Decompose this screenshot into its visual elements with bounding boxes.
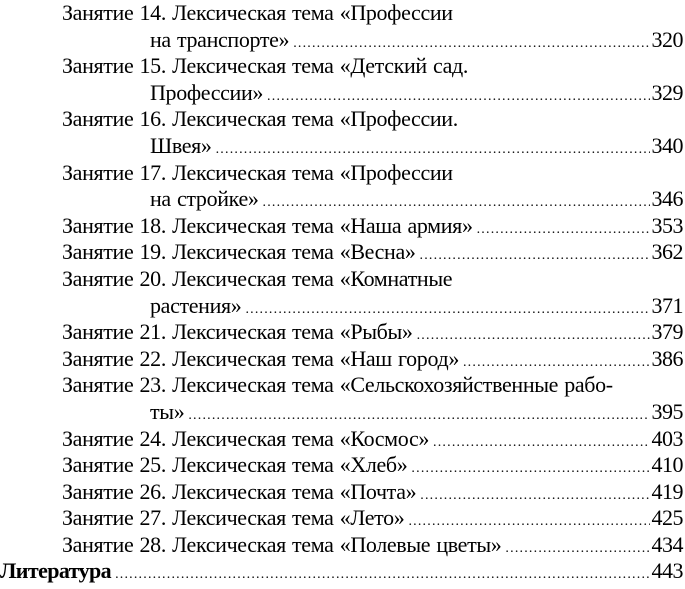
page-number: 346 (652, 186, 685, 213)
page-number: 419 (652, 479, 685, 506)
toc-entry-title-continuation: Профессии» (150, 80, 263, 107)
page-number: 443 (652, 558, 685, 585)
toc-entry-21[interactable] (0, 319, 685, 346)
toc-entry-title: Занятие 16. Лексическая тема «Профессии. (62, 106, 458, 133)
page-number: 371 (652, 293, 685, 320)
toc-entry-17-title[interactable] (0, 160, 685, 187)
toc-entry-20-title[interactable] (0, 266, 685, 293)
toc-entry-title: Занятие 14. Лексическая тема «Профессии (62, 0, 453, 27)
dot-leader (115, 562, 649, 589)
toc-entry-title-continuation: Швея» (150, 133, 212, 160)
toc-entry-23-title[interactable] (0, 372, 685, 399)
toc-entry-title: Занятие 18. Лексическая тема «Наша армия» (62, 213, 473, 240)
toc-entry-title: Занятие 26. Лексическая тема «Почта» (62, 479, 416, 506)
toc-entry-title: Занятие 28. Лексическая тема «Полевые цветы» (62, 532, 501, 559)
toc-entry-title: Занятие 17. Лексическая тема «Профессии (62, 160, 453, 187)
toc-entry-title-continuation: на транспорте» (150, 27, 289, 54)
toc-entry-16-title[interactable] (0, 106, 685, 133)
toc-entry-18[interactable] (0, 213, 685, 240)
page-number: 403 (652, 426, 685, 453)
toc-entry-14-continuation[interactable] (0, 27, 685, 54)
toc-entry-16-continuation[interactable] (0, 133, 685, 160)
toc-entry-title: Занятие 21. Лексическая тема «Рыбы» (62, 319, 413, 346)
toc-entry-15-continuation[interactable] (0, 80, 685, 107)
page-number: 340 (652, 133, 685, 160)
toc-entry-title: Занятие 23. Лексическая тема «Сельскохозяйственные рабо- (62, 372, 613, 399)
toc-entry-15-title[interactable] (0, 53, 685, 80)
toc-entry-title: Занятие 27. Лексическая тема «Лето» (62, 505, 404, 532)
page-number: 434 (652, 532, 685, 559)
page-number: 329 (652, 80, 685, 107)
toc-entry-20-continuation[interactable] (0, 293, 685, 320)
toc-entry-22[interactable] (0, 346, 685, 373)
toc-entry-title-continuation: ты» (150, 399, 184, 426)
toc-entry-28[interactable] (0, 532, 685, 559)
page-number: 353 (652, 213, 685, 240)
toc-entry-24[interactable] (0, 426, 685, 453)
toc-entry-17-continuation[interactable] (0, 186, 685, 213)
toc-entry-title: Занятие 20. Лексическая тема «Комнатные (62, 266, 452, 293)
page-number: 362 (652, 239, 685, 266)
page-number: 386 (652, 346, 685, 373)
toc-entry-title: Занятие 15. Лексическая тема «Детский сад. (62, 53, 468, 80)
toc-entry-14-title[interactable] (0, 0, 685, 27)
toc-entry-title: Занятие 24. Лексическая тема «Космос» (62, 426, 429, 453)
toc-entry-19[interactable] (0, 239, 685, 266)
toc-entry-27[interactable] (0, 505, 685, 532)
toc-entry-25[interactable] (0, 452, 685, 479)
toc-entry-title: Занятие 25. Лексическая тема «Хлеб» (62, 452, 407, 479)
page-number: 410 (652, 452, 685, 479)
toc-entry-title-continuation: на стройке» (150, 186, 259, 213)
page-number: 379 (652, 319, 685, 346)
page-number: 395 (652, 399, 685, 426)
page-number: 425 (652, 505, 685, 532)
toc-entry-26[interactable] (0, 479, 685, 506)
toc-entry-title: Занятие 19. Лексическая тема «Весна» (62, 239, 416, 266)
toc-section-title: Литература (0, 558, 111, 585)
toc-entry-title: Занятие 22. Лексическая тема «Наш город» (62, 346, 459, 373)
page-number: 320 (652, 27, 685, 54)
toc-entry-title-continuation: растения» (150, 293, 241, 320)
toc-entry-23-continuation[interactable] (0, 399, 685, 426)
toc-entry-literature[interactable] (0, 558, 685, 585)
